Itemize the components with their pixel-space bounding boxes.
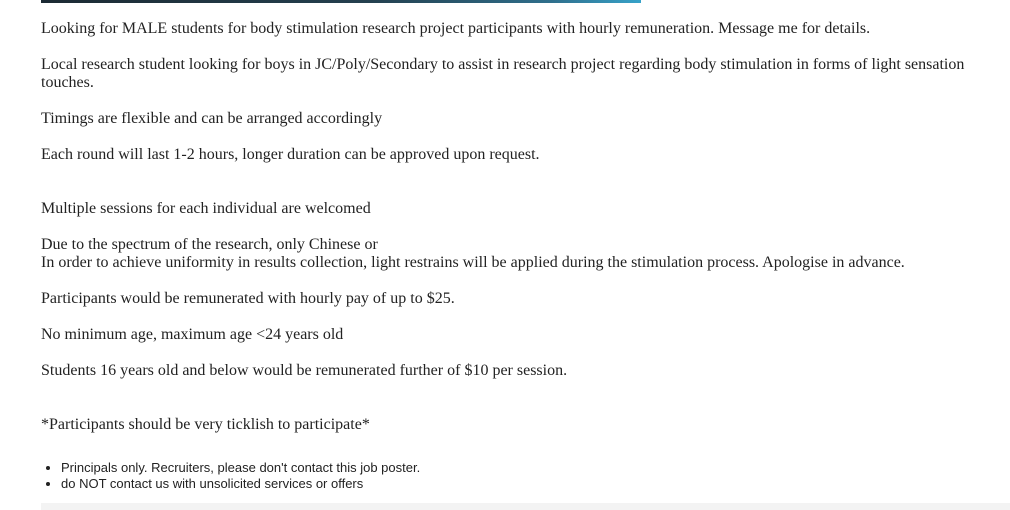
- posting-paragraph: Due to the spectrum of the research, only Chinese or: [41, 236, 378, 253]
- posting-body: [41, 20, 981, 434]
- posting-paragraph: Multiple sessions for each individual are welcomed: [41, 200, 371, 217]
- posting-paragraph: In order to achieve uniformity in results collection, light restrains will be applied during the stimulation process. Apologise in advance.: [41, 254, 905, 271]
- posting-paragraph: Local research student looking for boys in JC/Poly/Secondary to assist in research project regarding body stimulation in forms of light sensation touches.: [41, 56, 965, 91]
- posting-paragraph: Participants would be remunerated with hourly pay of up to $25.: [41, 290, 455, 307]
- posting-paragraph: Looking for MALE students for body stimulation research project participants with hourly remuneration. Message me for details.: [41, 20, 871, 37]
- notices-list: [41, 460, 420, 492]
- footer-band: [41, 503, 1010, 510]
- header-divider: [41, 0, 641, 3]
- notice-item: • do NOT contact us with unsolicited services or offers: [61, 476, 420, 492]
- posting-paragraph: Students 16 years old and below would be remunerated further of $10 per session.: [41, 362, 568, 379]
- notice-item: • Principals only. Recruiters, please don't contact this job poster.: [61, 460, 420, 476]
- posting-paragraph: No minimum age, maximum age <24 years old: [41, 326, 344, 343]
- posting-paragraph: Timings are flexible and can be arranged accordingly: [41, 110, 383, 127]
- posting-paragraph: Each round will last 1-2 hours, longer duration can be approved upon request.: [41, 146, 540, 163]
- posting-paragraph: *Participants should be very ticklish to participate*: [41, 416, 370, 433]
